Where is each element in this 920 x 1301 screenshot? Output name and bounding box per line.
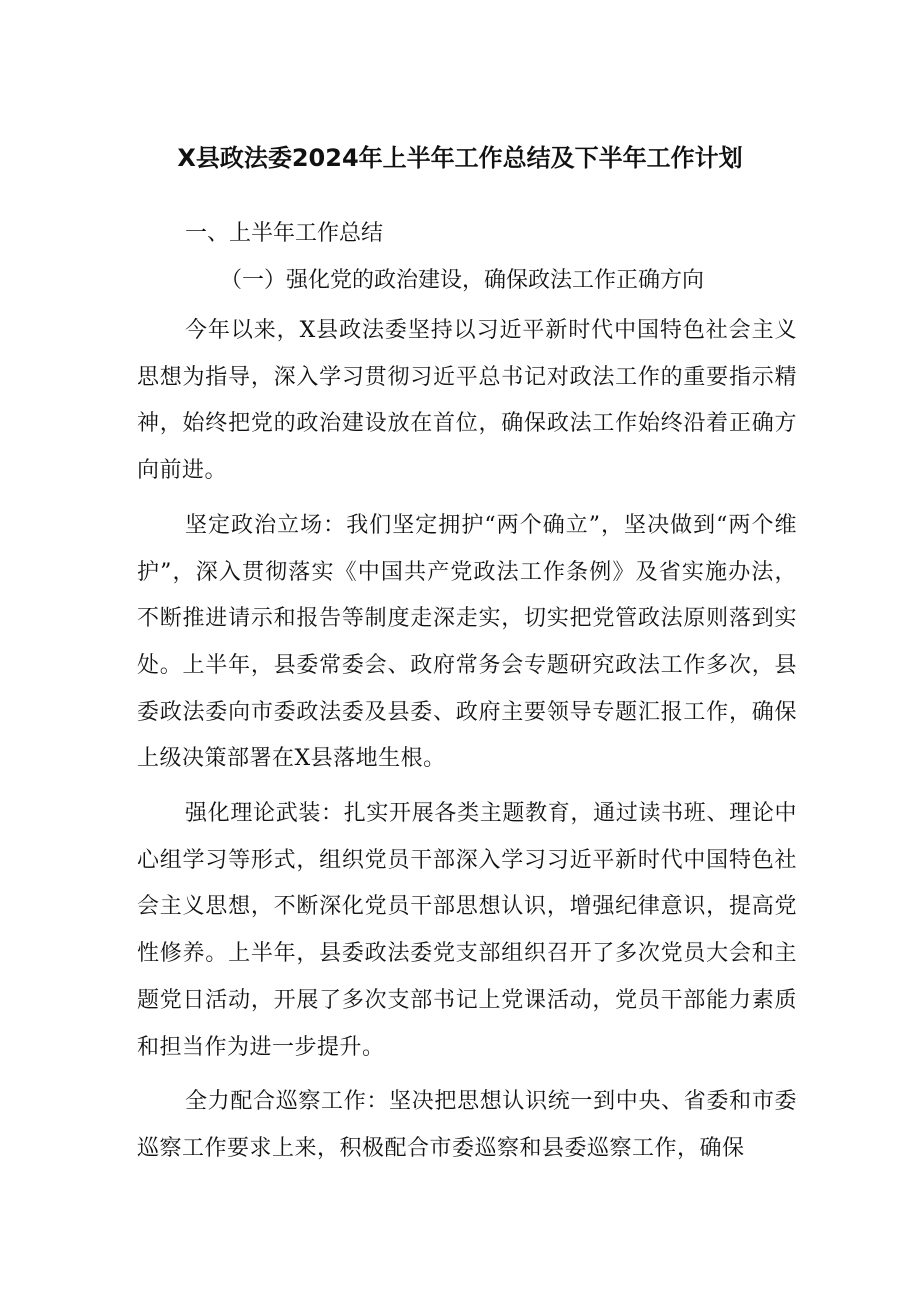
section-heading: 一、上半年工作总结 <box>185 221 384 246</box>
paragraph-political-stance: 坚定政治立场：我们坚定拥护“两个确立”，坚决做到“两个维护”，深入贯彻落实《中国共产党政法工作条例》及省实施办法，不断推进请示和报告等制度走深走实，切实把党管政法原则落到实处。上半年，县委常委会、政府常务会专题研究政法工作多次，县委政法委向市委政法委及县委、政府主要领导专题汇报工作，确保上级决策部署在X县落地生根。 <box>137 512 797 772</box>
paragraph-intro: 今年以来，X县政法委坚持以习近平新时代中国特色社会主义思想为指导，深入学习贯彻习近平总书记对政法工作的重要指示精神，始终把党的政治建设放在首位，确保政法工作始终沿着正确方向前进。 <box>137 318 797 484</box>
paragraph-theory: 强化理论武装：扎实开展各类主题教育，通过读书班、理论中心组学习等形式，组织党员干部深入学习习近平新时代中国特色社会主义思想，不断深化党员干部思想认识，增强纪律意识，提高党性修养。上半年，县委政法委党支部组织召开了多次党员大会和主题党日活动，开展了多次支部书记上党课活动，党员干部能力素质和担当作为进一步提升。 <box>137 801 797 1060</box>
document-body <box>137 308 797 1181</box>
paragraph-inspection: 全力配合巡察工作：坚决把思想认识统一到中央、省委和市委巡察工作要求上来，积极配合市委巡察和县委巡察工作，确保 <box>137 1089 797 1161</box>
document-title: X县政法委2024年上半年工作总结及下半年工作计划 <box>177 144 743 172</box>
subsection-heading: （一）强化党的政治建设，确保政法工作正确方向 <box>220 268 705 293</box>
